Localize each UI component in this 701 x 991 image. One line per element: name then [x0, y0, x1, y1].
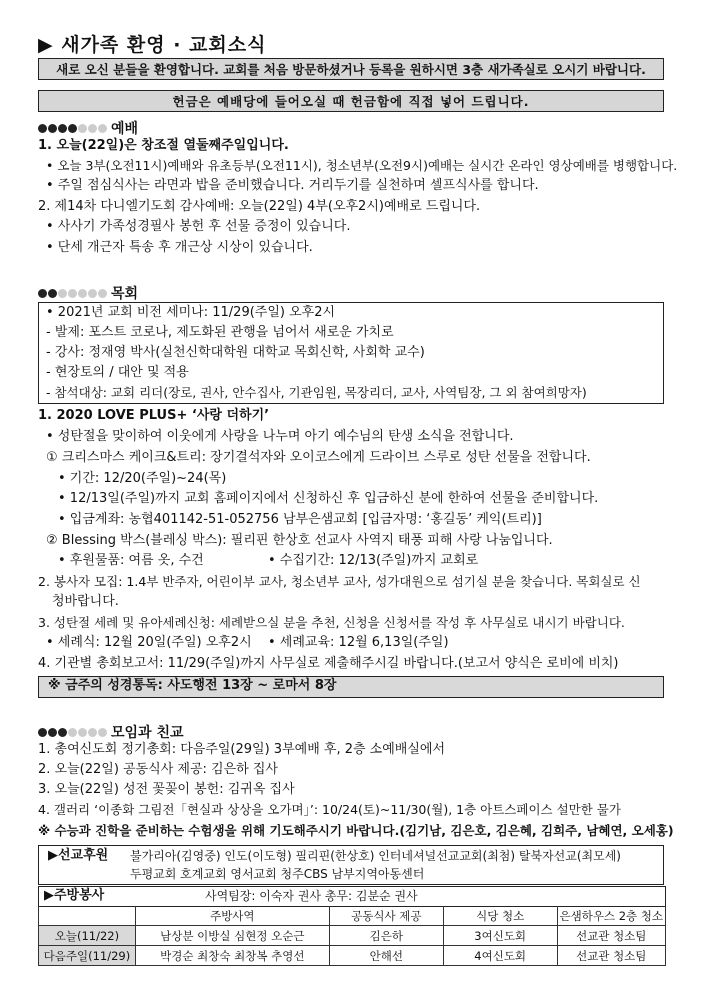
- ministry-item: ① 크리스마스 케이크&트리: 장기결석자와 오이코스에게 드라이브 스루로 성탄 선물을 전합니다.: [46, 450, 591, 465]
- table-header-cell: [39, 906, 136, 926]
- ministry-item: • 세례식: 12월 20일(주일) 오후2시: [46, 635, 252, 650]
- kitchen-leaders: 사역팀장: 이숙자 권사 총무: 김분순 권사: [205, 889, 418, 903]
- missions-line: 두평교회 호계교회 영서교회 청주CBS 남부지역아동센터: [130, 867, 425, 881]
- worship-item: 1. 오늘(22일)은 창조절 열둘째주일입니다.: [38, 138, 289, 153]
- section-ministry-heading: [38, 283, 138, 303]
- table-cell: 선교관 청소팀: [557, 946, 666, 966]
- fellowship-item: 1. 총여신도회 정기총회: 다음주일(29일) 3부예배 후, 2층 소예배실에서: [38, 742, 446, 757]
- ministry-item: • 수집기간: 12/13(주일)까지 교회로: [268, 553, 479, 568]
- table-header-cell: 식당 청소: [443, 906, 557, 926]
- table-cell: 안해선: [329, 946, 443, 966]
- fellowship-item: 2. 오늘(22일) 공동식사 제공: 김은하 집사: [38, 762, 278, 777]
- fellowship-item: ※ 수능과 진학을 준비하는 수험생을 위해 기도해주시기 바랍니다.(김기남, 김은호, 김은혜, 김희주, 남혜연, 오세홍): [38, 823, 674, 838]
- table-cell: 박경순 최창숙 최창복 추영선: [135, 946, 329, 966]
- table-cell: 오늘(11/22): [39, 926, 136, 946]
- table-cell: 3여신도회: [443, 926, 557, 946]
- seminar-line: - 발제: 포스트 코로나, 제도화된 관행을 넘어서 새로운 가치로: [46, 325, 394, 340]
- section-title: 목회: [111, 286, 139, 302]
- ministry-item: 3. 성탄절 세례 및 유아세례신청: 세례받으실 분을 추천, 신청을 신청서를 작성 후 사무실로 내시기 바랍니다.: [38, 615, 625, 630]
- worship-item: 2. 제14차 다니엘기도회 감사예배: 오늘(22일) 4부(오후2시)예배로 드립니다.: [38, 199, 481, 214]
- table-cell: 다음주일(11/29): [39, 946, 136, 966]
- missions-label: ▶선교후원: [48, 848, 109, 863]
- seminar-line: - 참석대상: 교회 리더(장로, 권사, 안수집사, 기관임원, 목장리더, 교사, 사역팀장, 그 외 참여희망자): [46, 385, 587, 400]
- section-title: 모임과 친교: [111, 725, 184, 741]
- worship-item: • 사사기 가족성경필사 봉헌 후 선물 증정이 있습니다.: [46, 219, 351, 234]
- table-header-cell: 은샘하우스 2층 청소: [557, 906, 666, 926]
- ministry-item: • 성탄절을 맞이하여 이웃에게 사랑을 나누며 아기 예수님의 탄생 소식을 전합니다.: [46, 429, 514, 444]
- fellowship-item: 3. 오늘(22일) 성전 꽃꽂이 봉헌: 김귀옥 집사: [38, 782, 295, 797]
- worship-item: • 단세 개근자 특송 후 개근상 시상이 있습니다.: [46, 240, 313, 255]
- ministry-item: • 12/13일(주일)까지 교회 홈페이지에서 신청하신 후 입금하신 분에 한하여 선물을 준비합니다.: [58, 491, 599, 506]
- table-cell: 선교관 청소팀: [557, 926, 666, 946]
- kitchen-table: [38, 906, 666, 966]
- section-title: 예배: [111, 121, 139, 137]
- page-title: ▶ 새가족 환영 · 교회소식: [38, 34, 267, 56]
- seminar-line: - 강사: 정재영 박사(실천신학대학원 대학교 목회신학, 사회학 교수): [46, 345, 425, 360]
- table-header-cell: 공동식사 제공: [329, 906, 443, 926]
- worship-item: • 주일 점심식사는 라면과 밥을 준비했습니다. 거리두기를 실천하며 셀프식사를 합니다.: [46, 178, 539, 193]
- kitchen-label: ▶주방봉사: [44, 888, 105, 903]
- offering-banner: 헌금은 예배당에 들어오실 때 헌금함에 직접 넣어 드립니다.: [38, 90, 664, 112]
- table-cell: 남상분 이방실 심현정 오순근: [135, 926, 329, 946]
- ministry-item: 4. 기관별 총회보고서: 11/29(주일)까지 사무실로 제출해주시길 바랍니다.(보고서 양식은 로비에 비치): [38, 656, 619, 671]
- fellowship-item: 4. 갤러리 ‘이종화 그림전「현실과 상상을 오가며」’: 10/24(토)~11/30(월), 1층 아트스페이스 설만한 물가: [38, 802, 621, 817]
- ministry-item: • 세례교육: 12월 6,13일(주일): [268, 635, 449, 650]
- section-fellowship-heading: [38, 722, 184, 742]
- missions-line: 불가리아(김영중) 인도(이도형) 필리핀(한상호) 인터네셔널선교교회(최첨) 탈북자선교(최모세): [130, 849, 621, 863]
- table-cell: 김은하: [329, 926, 443, 946]
- section-worship-heading: [38, 118, 138, 138]
- welcome-banner: 새로 오신 분들을 환영합니다. 교회를 처음 방문하셨거나 등록을 원하시면 3층 새가족실로 오시기 바랍니다.: [38, 58, 664, 80]
- ministry-item: 2. 봉사자 모집: 1.4부 반주자, 어린이부 교사, 청소년부 교사, 성가대원으로 섬기실 분을 찾습니다. 목회실로 신: [38, 574, 641, 589]
- table-header-cell: 주방사역: [135, 906, 329, 926]
- section-dots-icon: [38, 124, 107, 133]
- seminar-line: • 2021년 교회 비전 세미나: 11/29(주일) 오후2시: [46, 305, 336, 320]
- table-row: [39, 946, 666, 966]
- ministry-item: 1. 2020 LOVE PLUS+ ‘사랑 더하기’: [38, 408, 270, 423]
- ministry-item: ② Blessing 박스(블레싱 박스): 필리핀 한상호 선교사 사역지 태풍 피해 사랑 나눔입니다.: [46, 533, 553, 548]
- ministry-item: • 후원물품: 여름 옷, 수건: [58, 553, 204, 568]
- worship-item: • 오늘 3부(오전11시)예배와 유초등부(오전11시), 청소년부(오전9시)예배는 실시간 온라인 영상예배를 병행합니다.: [46, 158, 678, 173]
- table-header-row: [39, 906, 666, 926]
- table-row: [39, 926, 666, 946]
- ministry-item: • 기간: 12/20(주일)~24(목): [58, 471, 227, 486]
- seminar-line: - 현장토의 / 대안 및 적용: [46, 365, 189, 380]
- bible-reading: ※ 금주의 성경통독: 사도행전 13장 ~ 로마서 8장: [48, 678, 337, 693]
- section-dots-icon: [38, 728, 107, 737]
- section-dots-icon: [38, 289, 107, 298]
- ministry-item: • 입금계좌: 농협401142-51-052756 남부은샘교회 [입금자명: ‘홍길동’ 케익(트리)]: [58, 512, 542, 527]
- ministry-item: 청바랍니다.: [52, 594, 119, 609]
- table-cell: 4여신도회: [443, 946, 557, 966]
